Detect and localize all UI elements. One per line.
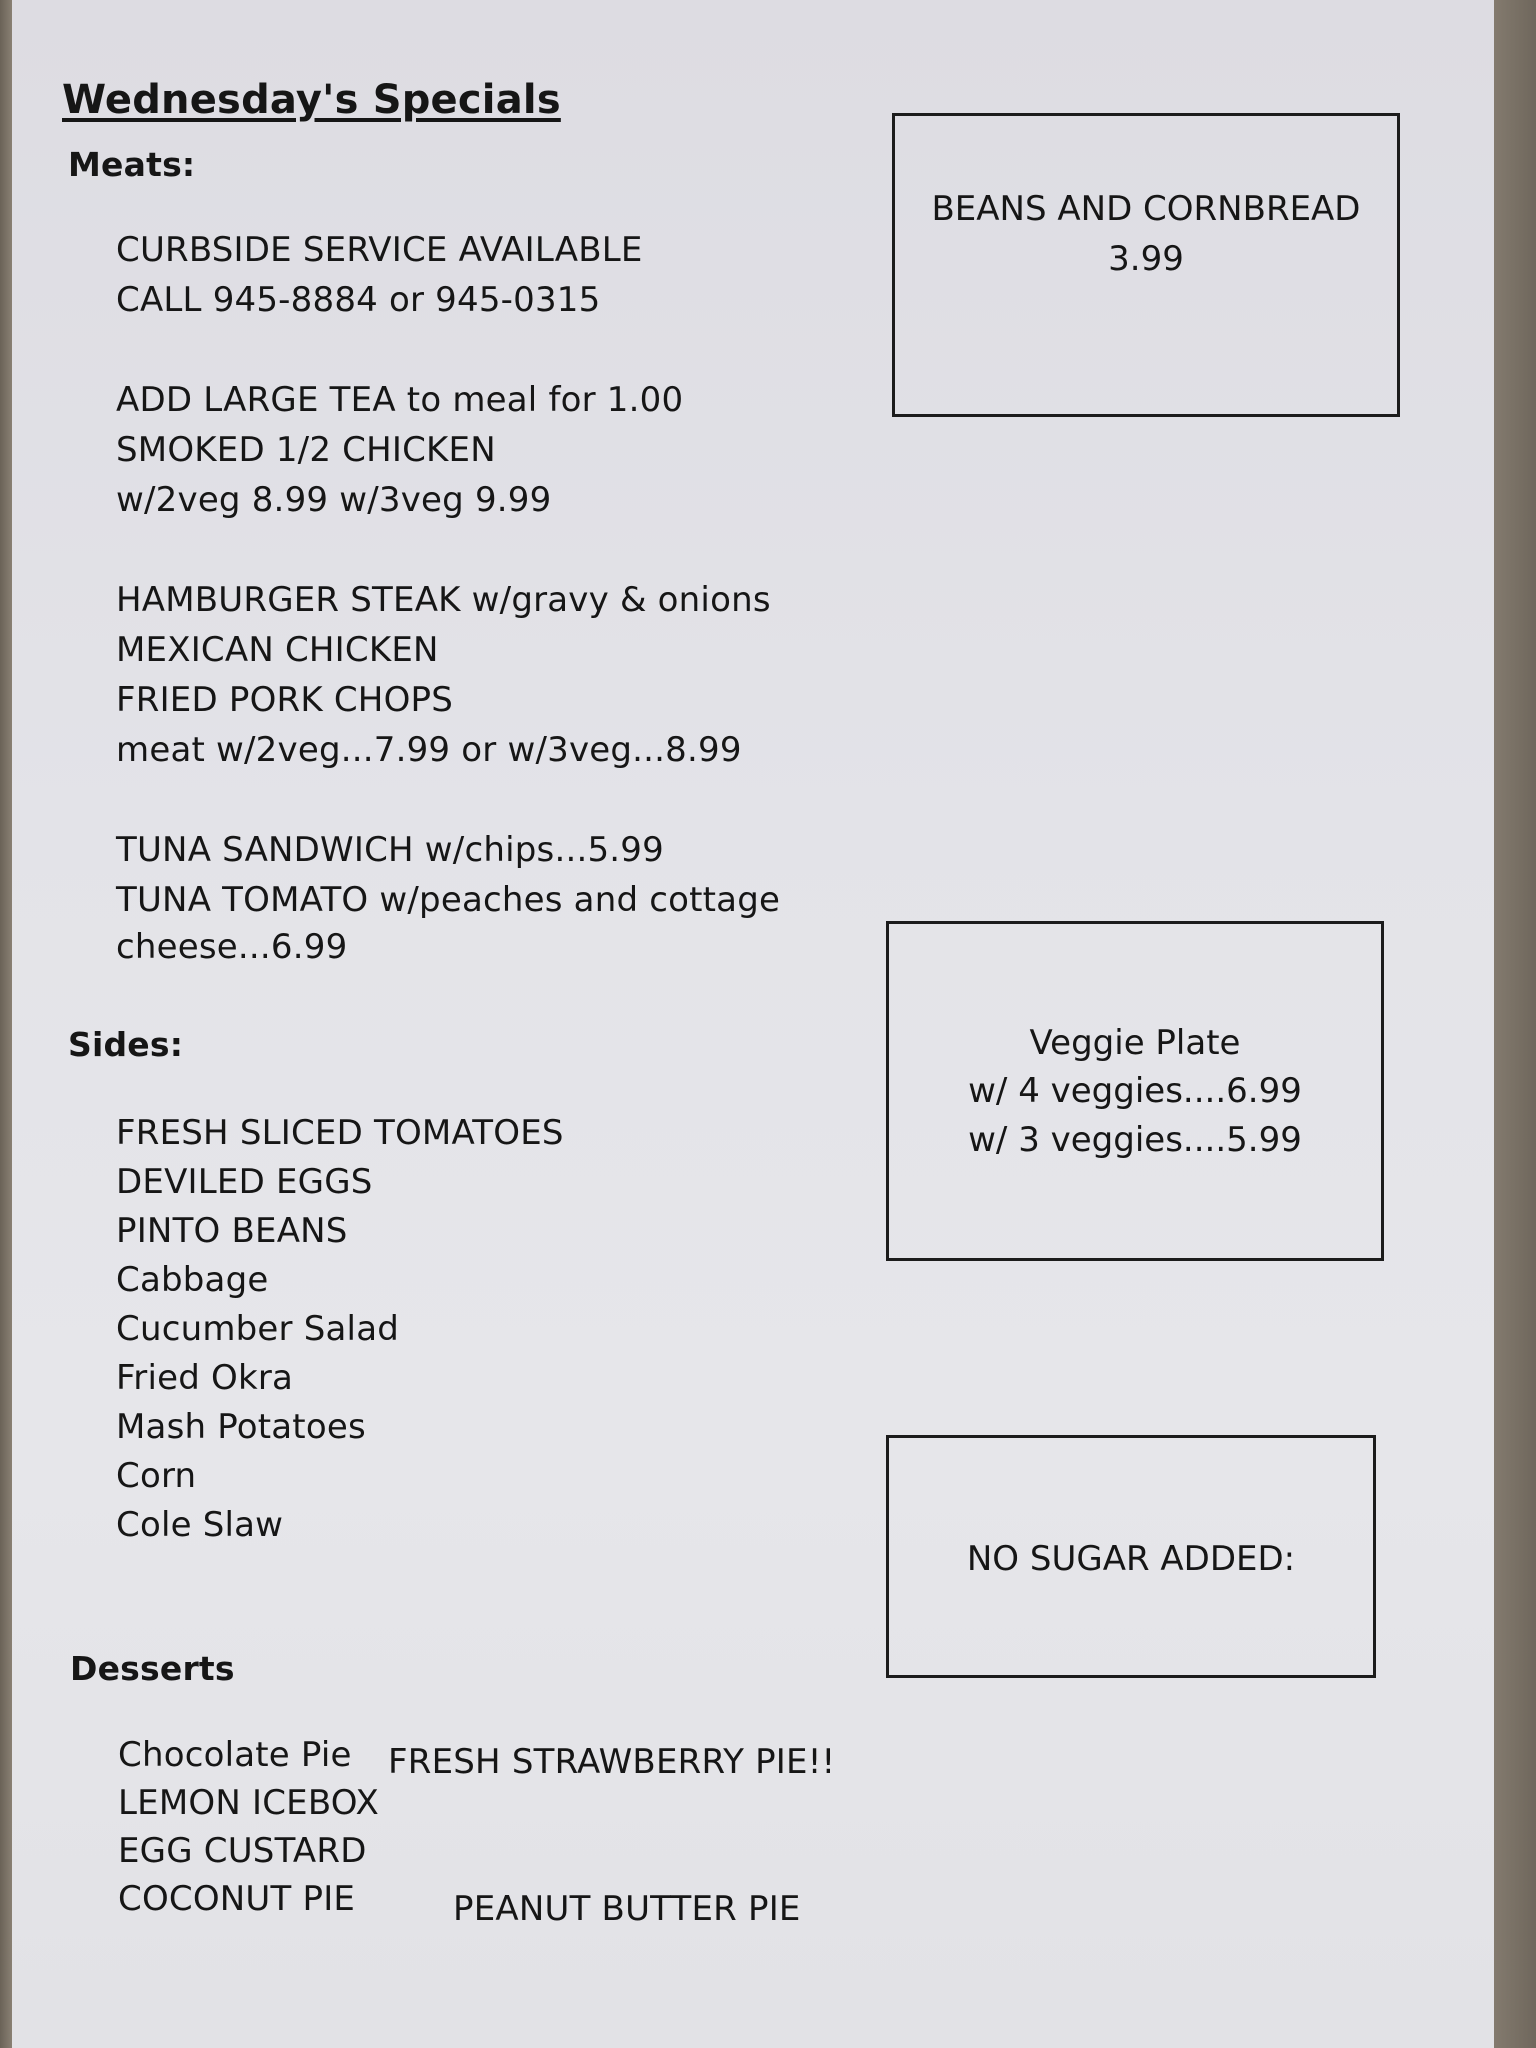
sides-heading: Sides: [68,1025,184,1064]
side-item: Mash Potatoes [116,1407,366,1447]
beans-cornbread-price: 3.99 [1108,239,1184,279]
meats-line: SMOKED 1/2 CHICKEN [116,430,496,470]
meats-heading: Meats: [68,145,196,184]
dessert-item: EGG CUSTARD [118,1831,367,1871]
side-item: Fried Okra [116,1358,294,1398]
side-item: Corn [116,1456,197,1496]
meats-line: MEXICAN CHICKEN [116,630,439,670]
menu-sheet [12,0,1494,2048]
beans-cornbread-box [892,113,1400,417]
meats-line: TUNA SANDWICH w/chips...5.99 [116,830,664,870]
meats-line: CALL 945-8884 or 945-0315 [116,280,601,320]
side-item: Cole Slaw [116,1505,284,1545]
meats-line: ADD LARGE TEA to meal for 1.00 [116,380,684,420]
dessert-item: LEMON ICEBOX [118,1783,380,1823]
meats-line: FRIED PORK CHOPS [116,680,454,720]
veggie-plate-4-price: w/ 4 veggies....6.99 [968,1071,1302,1111]
beans-cornbread-name: BEANS AND CORNBREAD [931,189,1361,229]
no-sugar-added-label: NO SUGAR ADDED: [966,1539,1296,1579]
no-sugar-added-box [886,1435,1376,1678]
meats-line: CURBSIDE SERVICE AVAILABLE [116,230,643,270]
side-item: PINTO BEANS [116,1211,348,1251]
side-item: FRESH SLICED TOMATOES [116,1113,564,1153]
meats-line: HAMBURGER STEAK w/gravy & onions [116,580,771,620]
side-item: Cabbage [116,1260,269,1300]
meats-line: TUNA TOMATO w/peaches and cottage [116,880,781,920]
meats-line: meat w/2veg...7.99 or w/3veg...8.99 [116,730,742,770]
veggie-plate-3-price: w/ 3 veggies....5.99 [968,1120,1302,1160]
veggie-plate-name: Veggie Plate [1029,1023,1241,1063]
desserts-heading: Desserts [70,1649,235,1688]
side-item: DEVILED EGGS [116,1162,373,1202]
dessert-item: COCONUT PIE [118,1879,356,1919]
dessert-item: Chocolate Pie [118,1735,352,1775]
countertop-right-edge [1490,0,1536,2048]
page-title: Wednesday's Specials [62,77,561,123]
meats-line: w/2veg 8.99 w/3veg 9.99 [116,480,552,520]
veggie-plate-box [886,921,1384,1261]
side-item: Cucumber Salad [116,1309,400,1349]
dessert-item: FRESH STRAWBERRY PIE!! [388,1742,836,1782]
dessert-item: PEANUT BUTTER PIE [453,1889,801,1929]
meats-line: cheese...6.99 [116,927,348,967]
